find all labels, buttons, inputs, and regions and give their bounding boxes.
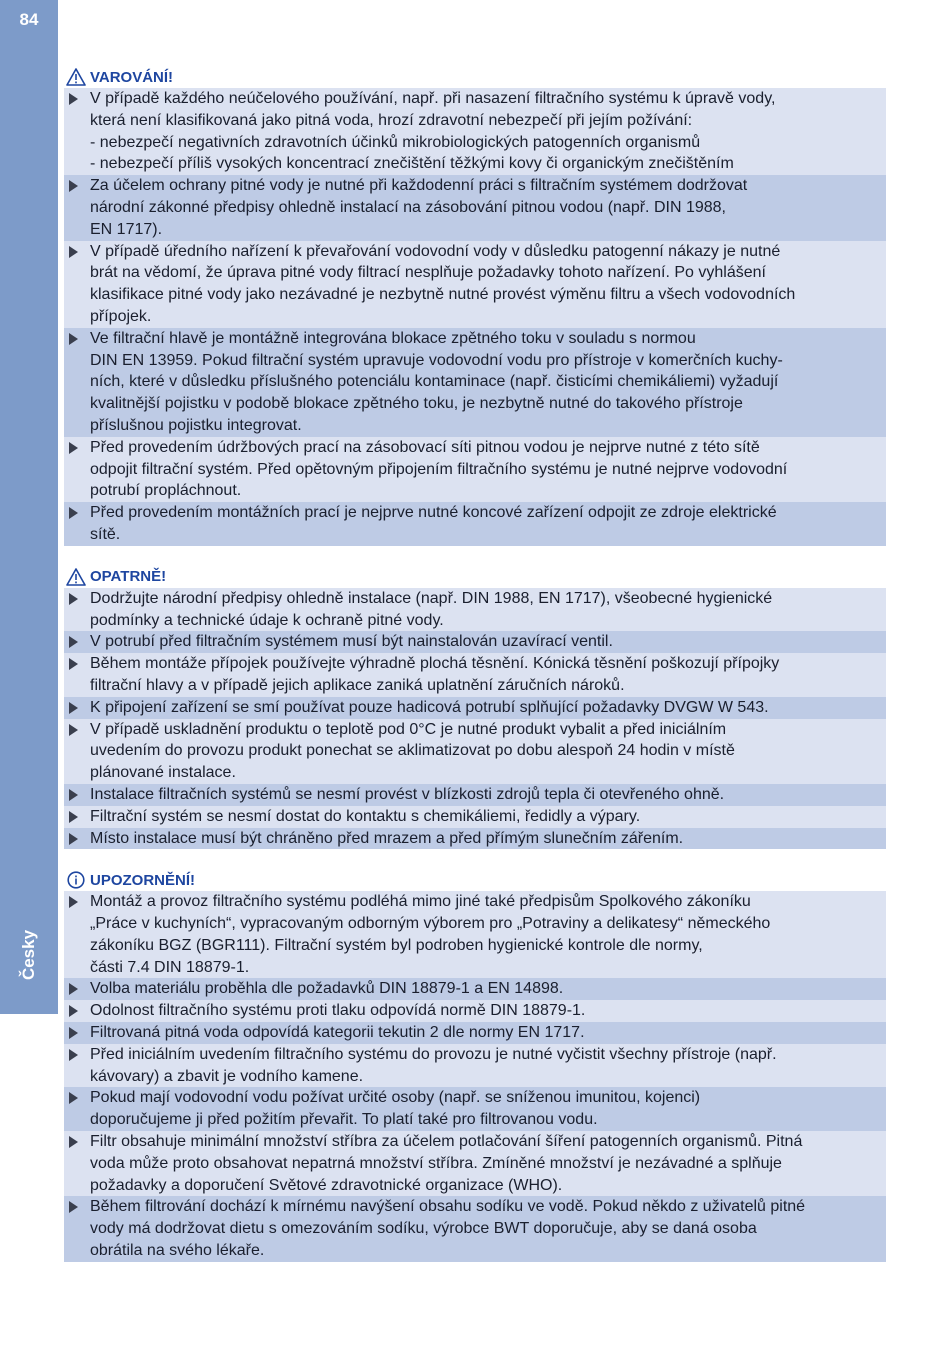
text-line: uvedením do provozu produkt ponechat se aklimatizovat po dobu alespoň 24 hodin v místě xyxy=(90,742,735,760)
list-item xyxy=(64,88,886,175)
list-item xyxy=(64,1196,886,1261)
text-line: V případě uskladnění produktu o teplotě pod 0°C je nutné produkt vybalit a před iniciálním xyxy=(90,720,727,738)
list-item-text xyxy=(90,653,886,697)
text-line: kvalitnější pojistku v podobě blokace zpětného toku, je nezbytně nutné do takového přístroje xyxy=(90,395,743,413)
text-line: části 7.4 DIN 18879-1. xyxy=(90,958,250,976)
bullet-arrow-icon xyxy=(64,241,90,263)
section-heading xyxy=(64,566,886,588)
text-line: Odolnost filtračního systému proti tlaku odpovídá normě DIN 18879-1. xyxy=(90,1002,586,1020)
list-item-text xyxy=(90,437,886,502)
bullet-arrow-icon xyxy=(64,719,90,741)
bullet-arrow-icon xyxy=(64,891,90,913)
text-line: zákoníku BGZ (BGR111). Filtrační systém byl podroben hygienické kontrole dle normy, xyxy=(90,936,703,954)
text-line: Montáž a provoz filtračního systému podléhá mimo jiné také předpisům Spolkového zákoníku xyxy=(90,893,751,911)
bullet-arrow-icon xyxy=(64,437,90,459)
list-item-text xyxy=(90,1131,886,1196)
section-heading-text: UPOZORNĚNÍ! xyxy=(90,871,195,889)
text-line: doporučujeme ji před požitím převařit. To platí také pro filtrovanou vodu. xyxy=(90,1111,598,1129)
bullet-arrow-icon xyxy=(64,828,90,850)
text-line: Během filtrování dochází k mírnému navýšení obsahu sodíku ve vodě. Pokud někdo z uživatelů pitné xyxy=(90,1198,806,1216)
list-item-text xyxy=(90,806,886,828)
list-item xyxy=(64,175,886,240)
list-item-text xyxy=(90,891,886,978)
list-item-text xyxy=(90,1087,886,1131)
text-line: příslušnou pojistku integrovat. xyxy=(90,416,302,434)
list-item xyxy=(64,891,886,978)
section-heading-text: VAROVÁNÍ! xyxy=(90,68,174,86)
list-item-text xyxy=(90,328,886,437)
text-line: brát na vědomí, že úprava pitné vody filtrací nesplňuje požadavky tohoto nařízení. Po vyhlášení xyxy=(90,264,766,282)
text-line: voda může proto obsahovat nepatrná množství stříbra. Zmíněné množství je nezávadné a splňuje xyxy=(90,1154,782,1172)
list-item xyxy=(64,1044,886,1088)
list-item xyxy=(64,631,886,653)
list-item xyxy=(64,502,886,546)
list-item xyxy=(64,697,886,719)
bullet-arrow-icon xyxy=(64,175,90,197)
text-line: Volba materiálu proběhla dle požadavků DIN 18879-1 a EN 14898. xyxy=(90,980,564,998)
list-item-text xyxy=(90,1044,886,1088)
bullet-arrow-icon xyxy=(64,1022,90,1044)
list-item xyxy=(64,784,886,806)
safety-notes xyxy=(64,66,886,1282)
section-heading xyxy=(64,869,886,891)
list-item-text xyxy=(90,978,886,1000)
list-item xyxy=(64,653,886,697)
list-item-text xyxy=(90,241,886,328)
text-line: K připojení zařízení se smí používat pouze hadicová potrubí splňující požadavky DVGW W 543. xyxy=(90,698,769,716)
text-line: V případě každého neúčelového používání, např. při nasazení filtračního systému k úpravě vody, xyxy=(90,90,776,107)
list-item-text xyxy=(90,1000,886,1022)
text-line: Za účelem ochrany pitné vody je nutné při každodenní práci s filtračním systémem dodržovat xyxy=(90,177,748,195)
bullet-arrow-icon xyxy=(64,1000,90,1022)
text-line: Před provedením montážních prací je nejprve nutné koncové zařízení odpojit ze zdroje elektrické xyxy=(90,504,777,522)
bullet-arrow-icon xyxy=(64,328,90,350)
text-line: Ve filtrační hlavě je montážně integrována blokace zpětného toku v souladu s normou xyxy=(90,329,696,347)
bullet-arrow-icon xyxy=(64,697,90,719)
text-line: Před iniciálním uvedením filtračního systému do provozu je nutné vyčistit všechny přístroje (např. xyxy=(90,1045,777,1063)
text-line: odpojit filtrační systém. Před opětovným připojením filtračního systému je nutné nejprve vodovodní xyxy=(90,460,788,478)
list-item-text xyxy=(90,697,886,719)
list-item-text xyxy=(90,631,886,653)
text-line: Filtrovaná pitná voda odpovídá kategorii tekutin 2 dle normy EN 1717. xyxy=(90,1024,585,1042)
text-line: Před provedením údržbových prací na zásobovací síti pitnou vodou je nejprve nutné z této sítě xyxy=(90,438,760,456)
text-line: sítě. xyxy=(90,525,121,543)
text-line: klasifikace pitné vody jako nezávadné je nezbytně nutné provést výměnu filtru a všech vodovodních xyxy=(90,286,796,304)
text-line: národní zákonné předpisy ohledně instalací na zásobování pitnou vodou (např. DIN 1988, xyxy=(90,198,726,216)
text-line: kávovary) a zbavit je vodního kamene. xyxy=(90,1067,364,1085)
section-2 xyxy=(64,566,886,850)
bullet-arrow-icon xyxy=(64,806,90,828)
list-item-text xyxy=(90,719,886,784)
text-line: podmínky a technické údaje k ochraně pitné vody. xyxy=(90,611,444,629)
text-line: - nebezpečí příliš vysokých koncentrací znečištění těžkými kovy či organickým znečištěním xyxy=(90,155,734,173)
bullet-arrow-icon xyxy=(64,631,90,653)
bullet-arrow-icon xyxy=(64,502,90,524)
list-item-text xyxy=(90,175,886,240)
text-line: Pokud mají vodovodní vodu požívat určité osoby (např. se sníženou imunitou, kojenci) xyxy=(90,1089,701,1107)
list-item xyxy=(64,241,886,328)
list-item-text xyxy=(90,784,886,806)
list-item xyxy=(64,828,886,850)
text-line: DIN EN 13959. Pokud filtrační systém upravuje vodovodní vodu pro přístroje v komerčních kuchy- xyxy=(90,351,783,369)
list-item-text xyxy=(90,828,886,850)
list-item-text xyxy=(90,502,886,546)
language-label: Česky xyxy=(19,929,38,981)
list-item xyxy=(64,806,886,828)
bullet-arrow-icon xyxy=(64,588,90,610)
bullet-arrow-icon xyxy=(64,1044,90,1066)
page-number: 84 xyxy=(19,10,39,29)
text-line: plánované instalace. xyxy=(90,764,236,782)
list-item xyxy=(64,437,886,502)
caution-triangle-icon xyxy=(66,568,86,586)
text-line: přípojek. xyxy=(90,307,152,325)
section-1 xyxy=(64,66,886,546)
text-line: Filtr obsahuje minimální množství stříbra za účelem potlačování šíření patogenních organismů. Pitná xyxy=(90,1133,803,1151)
list-item xyxy=(64,719,886,784)
list-item xyxy=(64,588,886,632)
list-item xyxy=(64,1087,886,1131)
text-line: ních, které v důsledku příslušného potenciálu kontaminace (např. čisticími chemikáliemi) vyžadují xyxy=(90,373,779,391)
bullet-arrow-icon xyxy=(64,1087,90,1109)
bullet-arrow-icon xyxy=(64,1131,90,1153)
text-line: „Práce v kuchyních“, vypracovaným odborným výborem pro „Potraviny a delikatesy“ německého xyxy=(90,915,771,933)
text-line: Místo instalace musí být chráněno před mrazem a před přímým slunečním zářením. xyxy=(90,829,684,847)
bullet-arrow-icon xyxy=(64,653,90,675)
list-item xyxy=(64,1000,886,1022)
text-line: požadavky a doporučení Světové zdravotnické organizace (WHO). xyxy=(90,1176,563,1194)
list-item xyxy=(64,978,886,1000)
section-heading-text: OPATRNĚ! xyxy=(90,568,167,586)
text-line: V případě úředního nařízení k převařování vodovodní vody v důsledku patogenní nákazy je nutné xyxy=(90,242,781,260)
text-line: Dodržujte národní předpisy ohledně instalace (např. DIN 1988, EN 1717), všeobecné hygienické xyxy=(90,589,773,607)
text-line: Během montáže přípojek používejte výhradně plochá těsnění. Kónická těsnění poškozují přípojky xyxy=(90,655,780,673)
section-heading xyxy=(64,66,886,88)
text-line: Filtrační systém se nesmí dostat do kontaktu s chemikáliemi, ředidly a výpary. xyxy=(90,807,641,825)
info-circle-icon xyxy=(66,871,86,889)
list-item-text xyxy=(90,1196,886,1261)
bullet-arrow-icon xyxy=(64,978,90,1000)
language-sidebar xyxy=(0,0,58,1014)
text-line: EN 1717). xyxy=(90,220,163,238)
list-item-text xyxy=(90,588,886,632)
bullet-arrow-icon xyxy=(64,1196,90,1218)
list-item xyxy=(64,1131,886,1196)
text-line: filtrační hlavy a v případě jejich aplikace zaniká uplatnění záručních nároků. xyxy=(90,676,625,694)
list-item xyxy=(64,328,886,437)
text-line: - nebezpečí negativních zdravotních účinků mikrobiologických patogenních organismů xyxy=(90,133,701,151)
section-3 xyxy=(64,869,886,1262)
text-line: potrubí propláchnout. xyxy=(90,482,242,500)
warning-triangle-icon xyxy=(66,68,86,86)
list-item-text xyxy=(90,1022,886,1044)
bullet-arrow-icon xyxy=(64,88,90,110)
text-line: vody má dodržovat dietu s omezováním sodíku, výrobce BWT doporučuje, aby se daná osoba xyxy=(90,1220,757,1238)
bullet-arrow-icon xyxy=(64,784,90,806)
text-line: V potrubí před filtračním systémem musí být nainstalován uzavírací ventil. xyxy=(90,633,613,651)
text-line: která není klasifikovaná jako pitná voda, hrozí zdravotní nebezpečí při jejím požívání: xyxy=(90,111,693,129)
text-line: Instalace filtračních systémů se nesmí provést v blízkosti zdrojů tepla či otevřeného ohně. xyxy=(90,785,725,803)
list-item xyxy=(64,1022,886,1044)
text-line: obrátila na svého lékaře. xyxy=(90,1242,265,1260)
list-item-text xyxy=(90,88,886,175)
